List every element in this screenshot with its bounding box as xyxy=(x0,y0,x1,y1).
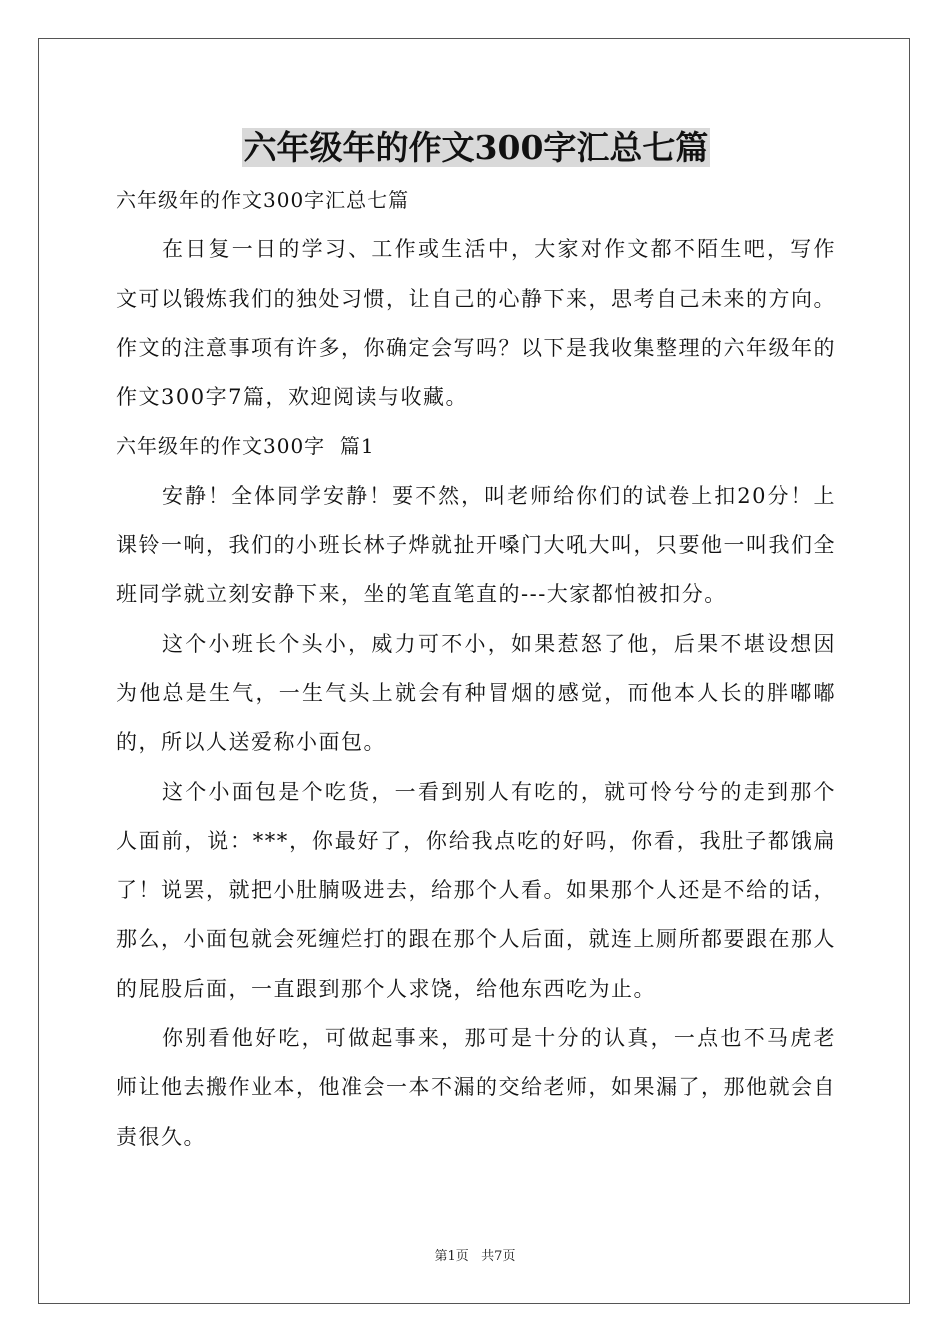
body-paragraph: 你别看他好吃，可做起事来，那可是十分的认真，一点也不马虎老师让他去搬作业本，他准会一本不漏的交给老师，如果漏了，那他就会自责很久。 xyxy=(116,1026,836,1149)
body-paragraph: 这个小面包是个吃货，一看到别人有吃的，就可怜兮兮的走到那个人面前，说：***，你最好了，你给我点吃的好吗，你看，我肚子都饿扁了！说罢，就把小肚腩吸进去，给那个人看。如果那个人还是不给的话，那么，小面包就会死缠烂打的跟在那个人后面，就连上厕所都要跟在那人的屁股后面，一直跟到那个人求饶，给他东西吃为止。 xyxy=(116,779,836,1001)
section-heading: 六年级年的作文300字 篇1 xyxy=(116,434,375,459)
document-body xyxy=(116,120,836,1162)
intro-paragraph: 在日复一日的学习、工作或生活中，大家对作文都不陌生吧，写作文可以锻炼我们的独处习惯，让自己的心静下来，思考自己未来的方向。作文的注意事项有许多，你确定会写吗？以下是我收集整理的六年级年的作文300字7篇，欢迎阅读与收藏。 xyxy=(116,237,836,410)
body-paragraph: 这个小班长个头小，威力可不小，如果惹怒了他，后果不堪设想因为他总是生气，一生气头上就会有种冒烟的感觉，而他本人长的胖嘟嘟的，所以人送爱称小面包。 xyxy=(116,631,836,755)
document-title: 六年级年的作文300字汇总七篇 xyxy=(243,128,709,167)
page-footer: 第1页 共7页 xyxy=(434,1249,516,1264)
document-subtitle: 六年级年的作文300字汇总七篇 xyxy=(116,188,410,212)
body-paragraph: 安静！全体同学安静！要不然，叫老师给你们的试卷上扣20分！上课铃一响，我们的小班长林子烨就扯开嗓门大吼大叫，只要他一叫我们全班同学就立刻安静下来，坐的笔直笔直的---大家都怕被扣分。 xyxy=(116,483,836,607)
